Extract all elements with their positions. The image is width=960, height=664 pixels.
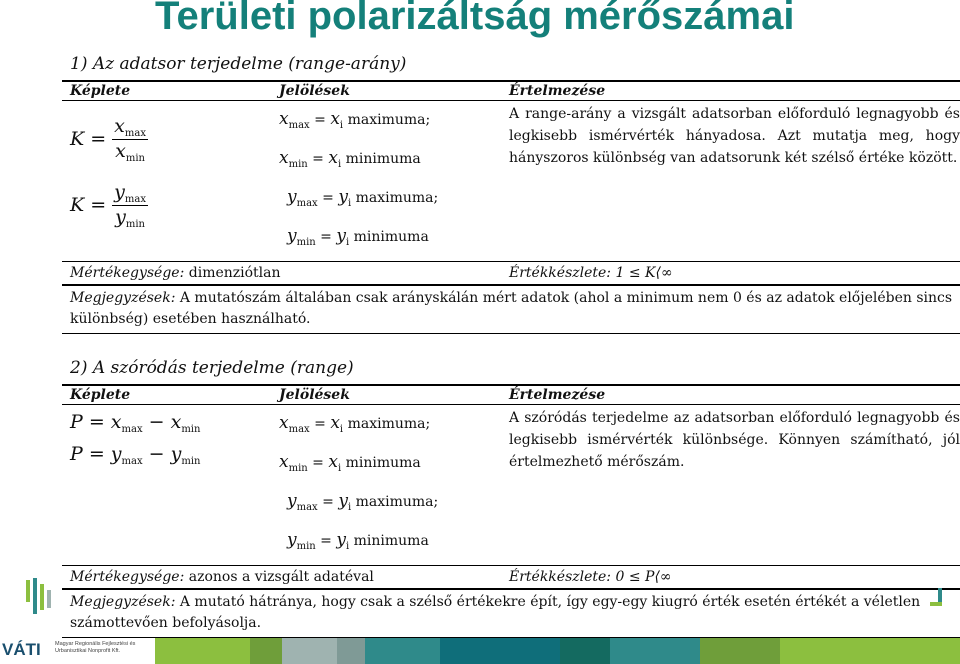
meaning-cell: A range-arány a vizsgált adatsorban előforduló legnagyobb és legkisebb ismérvérték hányadosa. Azt mutatja meg, hogy hányszoros különbség van adatsorunk két szélső értéke között. [509, 106, 960, 166]
unit-row-2: Mértékegysége: azonos a vizsgált adatéval [62, 566, 501, 590]
header-meaning: Értelmezése [501, 81, 960, 101]
notation2-ymax: $y_{max} = y_i$ maximuma; [287, 491, 439, 513]
notes-row-2: Megjegyzések: A mutató hátránya, hogy csak a szélső értékekre épít, így egy-egy kiugró érték esetén értékét a véletlen számottevően befolyásolja. [62, 589, 960, 638]
section1-table [62, 80, 960, 334]
range-row: Értékkészlete: 1 ≤ K⟨∞ [501, 262, 960, 286]
notation-cell-2 [271, 405, 501, 566]
unit-row: Mértékegysége: dimenziótlan [62, 262, 501, 286]
formula-k-x: K = $\frac{x_{max}}{x_{min}}$ [70, 114, 146, 164]
notation-ymin: $y_{min} = y_i$ minimuma [287, 226, 429, 248]
formula-p-x: $P = x_{max} - x_{min}$ [70, 411, 201, 435]
notation-ymax: $y_{max} = y_i$ maximuma; [287, 187, 439, 209]
range-row-2: Értékkészlete: 0 ≤ P⟨∞ [501, 566, 960, 590]
formula-k-y: K = $\frac{y_{max}}{y_{min}}$ [70, 180, 146, 230]
section2-heading: 2) A szóródás terjedelme (range) [70, 358, 354, 378]
header-notation-2: Jelölések [271, 385, 501, 405]
vati-logo-subtitle: Magyar Regionális Fejlesztési és Urbanisztikai Nonprofit Kft. [55, 641, 136, 654]
footer-color-bars [155, 638, 960, 664]
notation2-xmin: $x_{min} = x_i$ minimuma [279, 452, 421, 474]
notation-xmax: $x_{max} = x_i$ maximuma; [279, 109, 431, 131]
header-formula-2: Képlete [62, 385, 271, 405]
corner-mark-icon [930, 588, 944, 608]
section1-heading: 1) Az adatsor terjedelme (range-arány) [70, 54, 407, 74]
header-meaning-2: Értelmezése [501, 385, 960, 405]
notes-row: Megjegyzések: A mutatószám általában csak arányskálán mért adatok (ahol a minimum nem 0 és az adatok előjelében sincs különbség) esetében használható. [62, 285, 960, 334]
meaning-cell-2: A szóródás terjedelme az adatsorban előforduló legnagyobb és legkisebb ismérvérték különbsége. Könnyen számítható, jól értelmezhető mérőszám. [509, 410, 960, 470]
notation2-xmax: $x_{max} = x_i$ maximuma; [279, 413, 431, 435]
formula-p-y: $P = y_{max} - y_{min}$ [70, 443, 201, 467]
section2-table [62, 384, 960, 638]
notation-cell [271, 101, 501, 262]
vati-logo-text: VÁTI [2, 640, 41, 659]
notation2-ymin: $y_{min} = y_i$ minimuma [287, 530, 429, 552]
header-notation: Jelölések [271, 81, 501, 101]
formula-cell-2 [62, 405, 271, 566]
document-body [62, 50, 960, 638]
notation-xmin: $x_{min} = x_i$ minimuma [279, 148, 421, 170]
page-title: Területi polarizáltság mérőszámai [155, 0, 795, 38]
formula-cell [62, 101, 271, 262]
header-formula: Képlete [62, 81, 271, 101]
